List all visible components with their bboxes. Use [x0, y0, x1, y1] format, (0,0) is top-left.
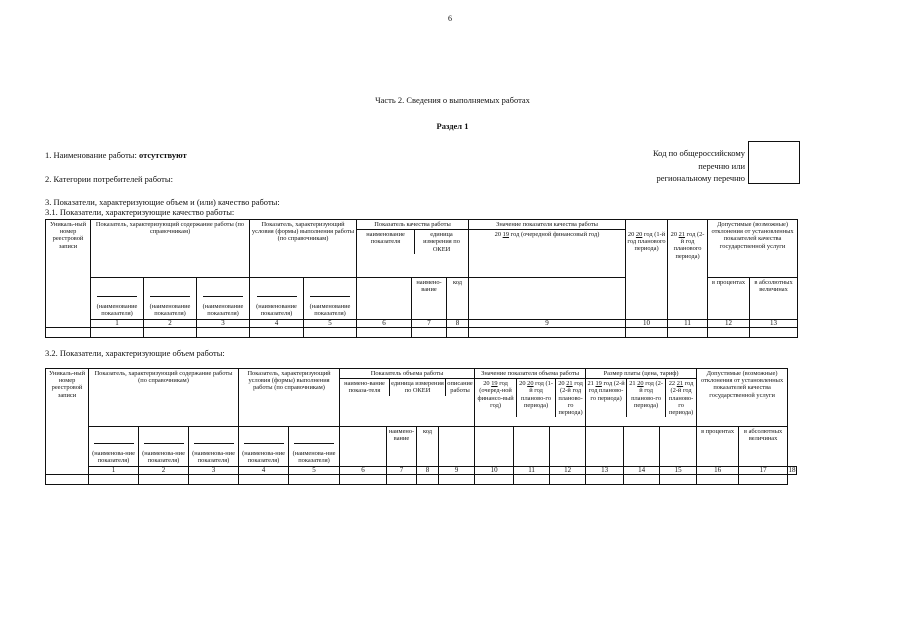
volume-indicators-heading: 3.2. Показатели, характеризующие объем работы: [45, 348, 225, 358]
consumer-category-label: 2. Категории потребителей работы: [45, 174, 173, 184]
registry-code-box[interactable] [748, 141, 800, 184]
unit-name-header: наимено-вание [412, 278, 447, 320]
indicator-name-cell: (наименование показателя) [91, 278, 144, 320]
table-row [46, 475, 797, 485]
year1-spacer [469, 278, 626, 320]
work-name-value: отсутствуют [138, 150, 187, 160]
indicator-name-cell: (наименование показателя) [144, 278, 197, 320]
conditions-indicator-header: Показатель, характеризующий условия (формы) выполнения работы (по справочникам) [250, 220, 357, 278]
work-name-label: 1. Наименование работы: [45, 150, 137, 160]
year2-header: 20 20 год (1-й год планового периода) [626, 220, 668, 320]
volume-year1-header: 20 19 год (очеред-ной финансо-вый год) [475, 379, 517, 417]
volume-year3-header: 20 21 год (2-й год планово-го периода) [558, 380, 583, 417]
conditions-indicator-header: Показатель, характеризующий условия (формы) выполнения работы (по справочникам) [239, 369, 340, 427]
indicator-name-cell: (наименование показателя) [304, 278, 357, 320]
page-number: 6 [448, 14, 452, 23]
unit-code-header: код [417, 427, 439, 467]
part-title: Часть 2. Сведения о выполняемых работах [375, 95, 530, 105]
content-indicator-header: Показатель, характеризующий содержание работы (по справочникам) [91, 220, 250, 278]
price-year2-header: 21 20 год (2-й год планово-го периода) [627, 379, 666, 417]
unique-number-header: Уникаль-ный номер реестровой записи [46, 220, 91, 328]
registry-code-label: Код по общероссийскому перечню или региональному перечню [652, 148, 745, 183]
unit-code-header: код [447, 278, 469, 320]
table-row [46, 328, 798, 338]
indicators-heading: 3. Показатели, характеризующие объем и (или) качество работы: [45, 197, 280, 207]
volume-table [45, 368, 797, 485]
unit-name-header: наимено-вание [387, 427, 417, 467]
allowed-deviation-header: Допустимые (возможные) отклонения от установленных показателей качества государственной услуги [697, 369, 788, 427]
indicator-name-cell: (наименование показателя) [197, 278, 250, 320]
description-header: описание работы [447, 380, 473, 395]
unit-header: единица измерения по ОКЕИ [390, 379, 446, 395]
absolute-header: в абсолютных величинах [739, 427, 788, 467]
work-name-line [45, 150, 187, 160]
quality-indicator-group: Показатель качества работы наименование показателя единица измерения по ОКЕИ [357, 220, 469, 278]
percent-header: в процентах [708, 278, 750, 320]
allowed-deviation-header: Допустимые (возможные) отклонения от установленных показателей качества государственной услуги [708, 220, 798, 278]
indicator-name-cell: (наименование показателя) [250, 278, 304, 320]
indicator-name-cell: (наименова-ние показателя) [189, 427, 239, 467]
unit-header: единица измерения по ОКЕИ [423, 231, 460, 253]
indicator-name-cell: (наименова-ние показателя) [89, 427, 139, 467]
volume-name-header: наимено-вание показа-теля [340, 379, 390, 395]
absolute-header: в абсолютных величинах [750, 278, 798, 320]
column-number-row: 1 2 3 4 5 6 7 8 9 10 11 12 13 [46, 320, 798, 328]
quality-name-header: наименование показателя [357, 230, 415, 254]
year3-header: 20 21 год (2-й год планового периода) [668, 220, 708, 320]
section-title: Раздел 1 [436, 121, 469, 131]
quality-table [45, 219, 798, 338]
content-indicator-header: Показатель, характеризующий содержание работы (по справочникам) [89, 369, 239, 427]
price-year3-header: 22 21 год (2-й год планово-го периода) [668, 380, 694, 417]
indicator-name-cell: (наименова-ние показателя) [289, 427, 340, 467]
quality-indicators-heading: 3.1. Показатели, характеризующие качество работы: [45, 207, 235, 217]
volume-value-group: Значение показателя объема работы 20 19 год (очеред-ной финансо-вый год) 20 20 год (1-й год планово-го периода) 20 21 год (2-й год планово-го периода) [475, 369, 586, 427]
quality-value-header: Значение показателя качества работы 20 19 год (очередной финансовый год) [469, 220, 626, 278]
indicator-name-cell: (наименова-ние показателя) [239, 427, 289, 467]
price-year1-header: 21 19 год (2-й год планово-го периода) [586, 379, 627, 417]
volume-year2-header: 20 20 год (1-й год планово-го периода) [517, 379, 556, 417]
price-group: Размер платы (цена, тариф) 21 19 год (2-й год планово-го периода) 21 20 год (2-й год планово-го периода) 22 21 год (2-й год планово-го периода) [586, 369, 697, 427]
indicator-name-cell: (наименова-ние показателя) [139, 427, 189, 467]
volume-indicator-group: Показатель объема работы наимено-вание показа-теля единица измерения по ОКЕИ описание работы [340, 369, 475, 427]
quality-name-spacer [357, 278, 412, 320]
percent-header: в процентах [697, 427, 739, 467]
unique-number-header: Уникаль-ный номер реестровой записи [46, 369, 89, 475]
column-number-row: 1 2 3 4 5 6 7 8 9 10 11 12 13 14 15 16 17 18 [46, 467, 797, 475]
